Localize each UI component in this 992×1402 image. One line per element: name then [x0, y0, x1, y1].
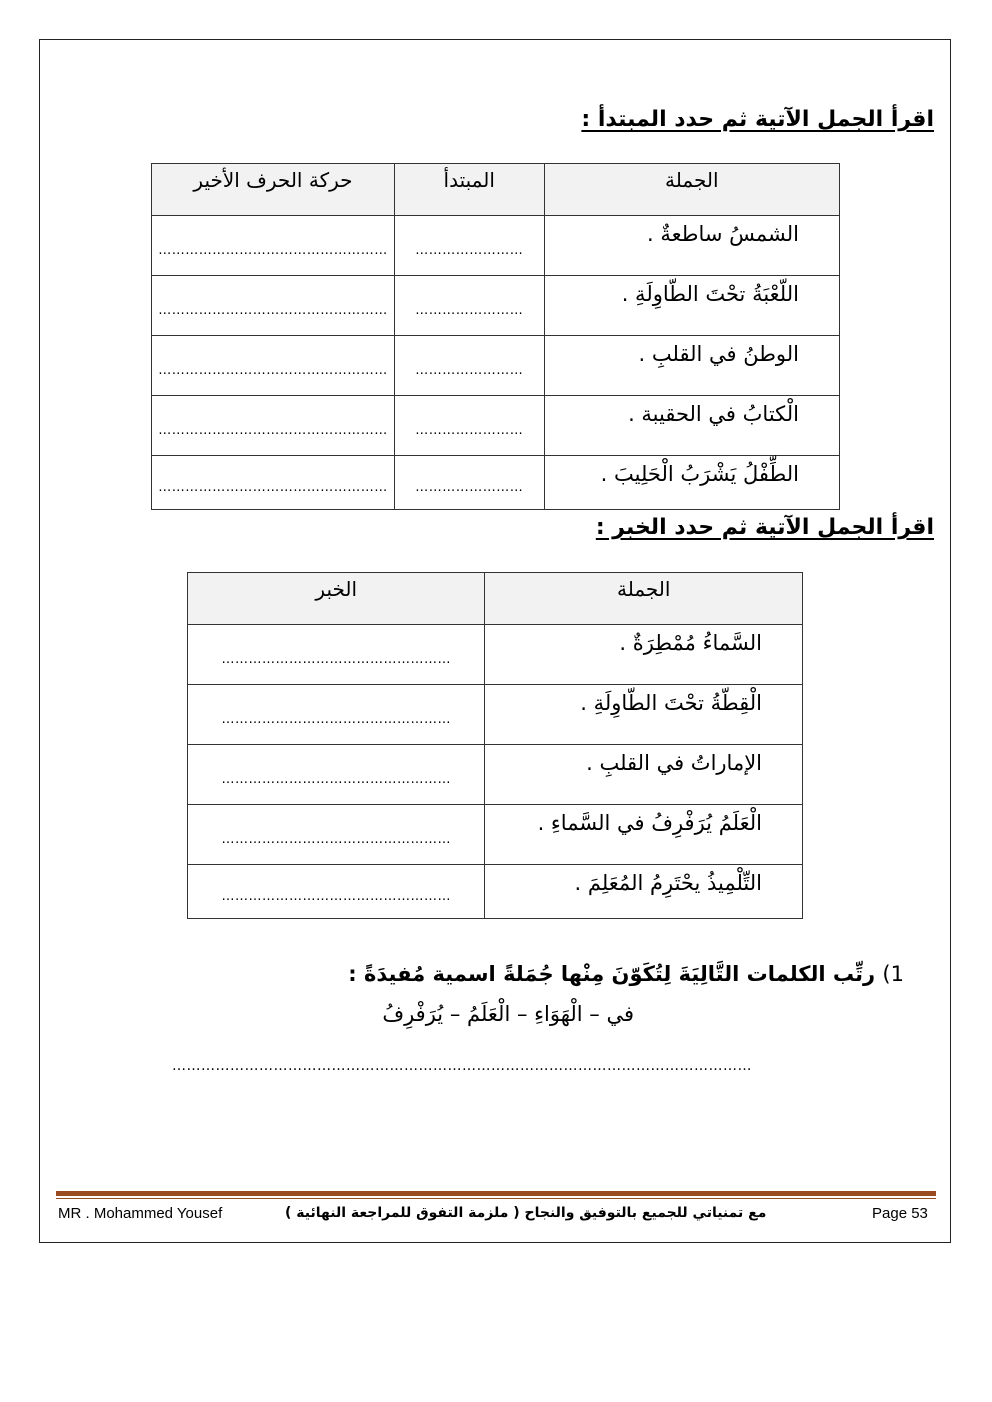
subject-answer-blank[interactable]: ……………………	[394, 396, 544, 456]
footer-author: MR . Mohammed Yousef	[58, 1205, 223, 1222]
footer-divider-thin	[56, 1198, 936, 1199]
table-row	[188, 625, 803, 685]
table-row	[152, 396, 840, 456]
column-header-sentence: الجملة	[485, 573, 803, 625]
column-header-predicate: الخبر	[188, 573, 485, 625]
table-row	[188, 865, 803, 919]
subject-answer-blank[interactable]: ……………………	[394, 456, 544, 510]
page-number: Page 53	[872, 1205, 928, 1222]
predicate-answer-blank[interactable]: ……………………………………………	[188, 865, 485, 919]
predicate-answer-blank[interactable]: ……………………………………………	[188, 625, 485, 685]
vowel-answer-blank[interactable]: ……………………………………………	[152, 396, 395, 456]
table-row	[188, 685, 803, 745]
subject-table	[151, 163, 840, 510]
sentence-cell: الْكتابُ في الحقيبة .	[544, 396, 839, 456]
table-row	[188, 745, 803, 805]
table-row	[152, 456, 840, 510]
sentence-cell: الْقِطّةُ تحْتَ الطّاوِلَةِ .	[485, 685, 803, 745]
table-row	[152, 216, 840, 276]
question-3-instruction	[348, 962, 904, 986]
sentence-cell: الوطنُ في القلبِ .	[544, 336, 839, 396]
answer-line[interactable]: …………………………………………………………………………………………………………	[172, 1058, 752, 1074]
footer-divider	[56, 1191, 936, 1196]
predicate-table	[187, 572, 803, 919]
vowel-answer-blank[interactable]: ……………………………………………	[152, 456, 395, 510]
sentence-cell: الإماراتُ في القلبِ .	[485, 745, 803, 805]
column-header-last-vowel: حركة الحرف الأخير	[152, 164, 395, 216]
question-number: 1)	[882, 962, 904, 986]
footer-message: مع تمنياتي للجميع بالتوفيق والنجاح ( ملزمة التفوق للمراجعة النهائية )	[285, 1205, 767, 1221]
vowel-answer-blank[interactable]: ……………………………………………	[152, 276, 395, 336]
section2-heading: اقرأ الجمل الآتية ثم حدد الخبر :	[595, 515, 934, 540]
table-row	[152, 336, 840, 396]
table-header-row	[152, 164, 840, 216]
predicate-answer-blank[interactable]: ……………………………………………	[188, 805, 485, 865]
sentence-cell: السَّماءُ مُمْطِرَةٌ .	[485, 625, 803, 685]
subject-answer-blank[interactable]: ……………………	[394, 336, 544, 396]
sentence-cell: الْعَلَمُ يُرَفْرِفُ في السَّماءِ .	[485, 805, 803, 865]
question-text: رتِّب الكلمات التَّالِيَةَ لِتُكَوّنَ مِنْها جُمَلةً اسمية مُفيدَةً :	[348, 962, 876, 986]
vowel-answer-blank[interactable]: ……………………………………………	[152, 336, 395, 396]
scrambled-words: في – الْهَوَاءِ – الْعَلَمُ – يُرَفْرِفُ	[382, 1002, 634, 1026]
sentence-cell: التِّلْمِيذُ يحْتَرِمُ المُعَلِمَ .	[485, 865, 803, 919]
table-row	[152, 276, 840, 336]
subject-answer-blank[interactable]: ……………………	[394, 216, 544, 276]
column-header-sentence: الجملة	[544, 164, 839, 216]
table-row	[188, 805, 803, 865]
predicate-answer-blank[interactable]: ……………………………………………	[188, 685, 485, 745]
predicate-answer-blank[interactable]: ……………………………………………	[188, 745, 485, 805]
section1-heading: اقرأ الجمل الآتية ثم حدد المبتدأ :	[581, 107, 934, 132]
sentence-cell: الشمسُ ساطعةٌ .	[544, 216, 839, 276]
sentence-cell: اللّعْبَةُ تحْتَ الطّاوِلَةِ .	[544, 276, 839, 336]
column-header-subject: المبتدأ	[394, 164, 544, 216]
subject-answer-blank[interactable]: ……………………	[394, 276, 544, 336]
vowel-answer-blank[interactable]: ……………………………………………	[152, 216, 395, 276]
table-header-row	[188, 573, 803, 625]
sentence-cell: الطِّفْلُ يَشْرَبُ الْحَلِيبَ .	[544, 456, 839, 510]
